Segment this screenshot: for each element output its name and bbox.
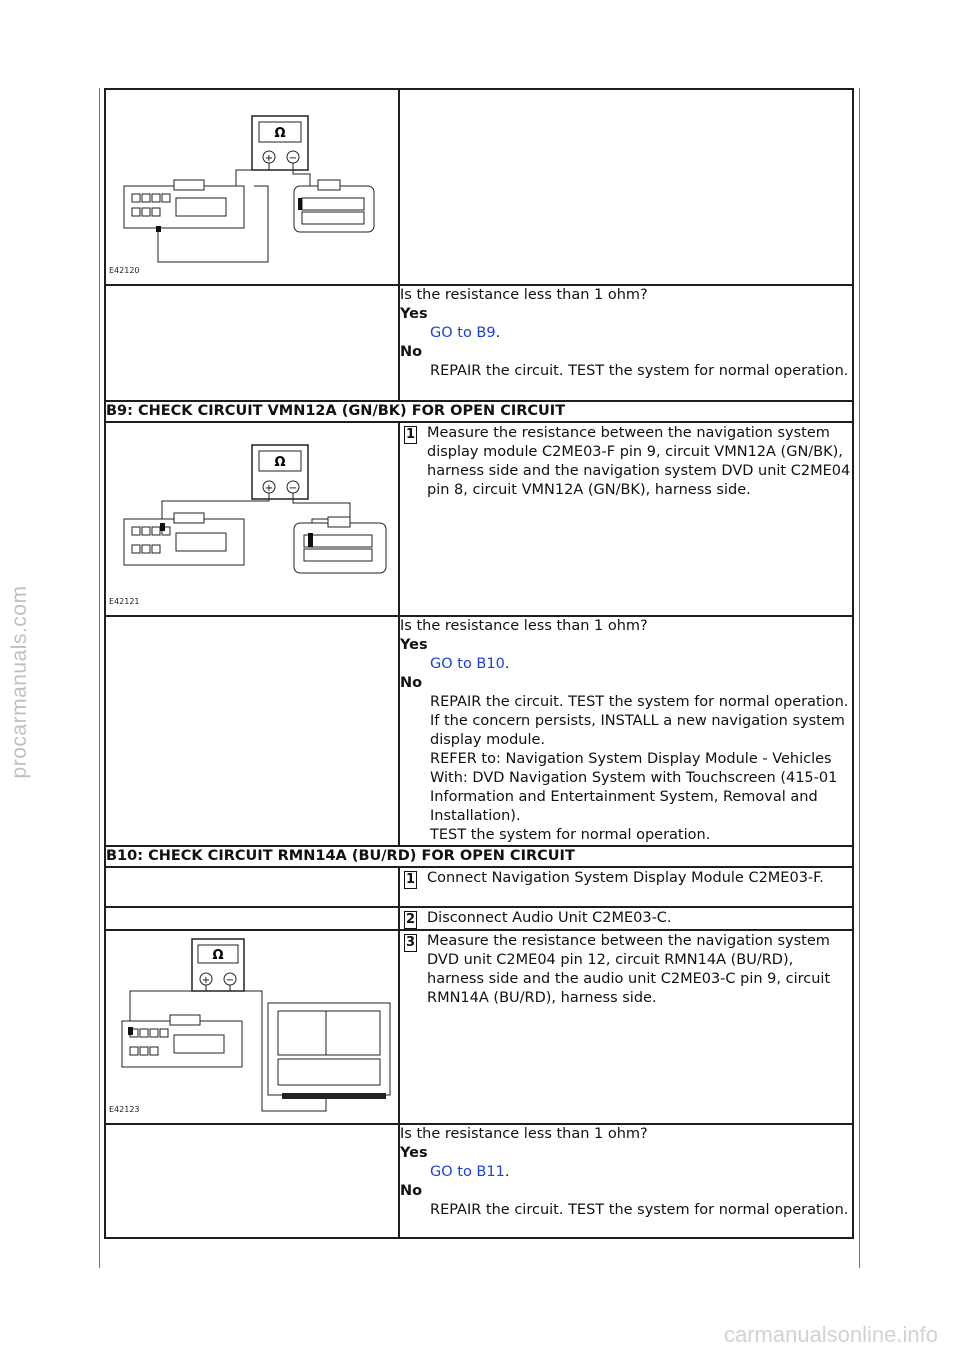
figure-id-label: E42123: [109, 1105, 140, 1114]
svg-text:−: −: [225, 975, 235, 986]
wiring-figure: [106, 423, 398, 613]
procedure-table: [104, 88, 854, 1239]
step-row: [105, 907, 853, 930]
svg-text:+: +: [264, 153, 274, 164]
step-number-badge: 1: [405, 427, 416, 442]
step-text: Disconnect Audio Unit C2ME03-C.: [427, 910, 672, 926]
svg-text:−: −: [288, 153, 298, 164]
figure-cell: [105, 930, 399, 1124]
left-margin-line: [99, 88, 100, 1268]
result-cell: [399, 285, 853, 401]
step-row: [105, 930, 853, 1124]
ohm-icon: Ω: [212, 948, 224, 963]
result-row: [105, 1124, 853, 1238]
figure-row: [105, 89, 853, 285]
result-cell: [399, 616, 853, 846]
yes-action: GO to B10.: [430, 656, 510, 672]
figure-id-label: E42120: [109, 266, 140, 275]
step-number-badge: 1: [405, 872, 416, 887]
no-label: No: [400, 675, 423, 691]
result-row: [105, 616, 853, 846]
connector-c2me03c: [268, 1003, 390, 1095]
wiring-figure: [106, 90, 398, 282]
empty-cell: [399, 89, 853, 285]
bottom-watermark: carmanualsonline.info: [723, 1322, 938, 1347]
step-number-badge: 3: [405, 935, 416, 950]
figure-id-label: E42121: [109, 597, 140, 606]
question-text: Is the resistance less than 1 ohm?: [400, 287, 648, 303]
step-text: Connect Navigation System Display Module C2ME03-F.: [427, 870, 824, 886]
multimeter-connector-diagram: [106, 931, 398, 1121]
step-cell: [399, 930, 853, 1124]
step-number-badge: 2: [405, 912, 416, 927]
side-watermark-text: procarmanuals.com: [8, 585, 31, 779]
multimeter-connector-diagram: [106, 423, 398, 613]
figure-cell: [105, 89, 399, 285]
result-row: [105, 285, 853, 401]
refer-text: REFER to: Navigation System Display Module - Vehicles With: DVD Navigation System with Touchscreen (415-01 Information and Entertainment System, Removal and Installation).: [430, 751, 838, 824]
svg-text:−: −: [288, 483, 298, 494]
empty-cell: [105, 1124, 399, 1238]
multimeter-connector-diagram: [106, 90, 398, 282]
step-text: Measure the resistance between the navigation system display module C2ME03-F pin 9, circuit VMN12A (GN/BK), harness side and the navigation system DVD unit C2ME04 pin 8, circuit VMN12A (GN/BK), harness side.: [427, 425, 851, 498]
section-heading-b9: B9: CHECK CIRCUIT VMN12A (GN/BK) FOR OPEN CIRCUIT: [105, 401, 853, 422]
section-heading-row: [105, 846, 853, 867]
empty-cell: [105, 616, 399, 846]
yes-label: Yes: [400, 306, 428, 322]
test-text: TEST the system for normal operation.: [430, 827, 711, 843]
svg-text:+: +: [264, 483, 274, 494]
yes-action: GO to B9.: [430, 325, 501, 341]
step-cell: [399, 867, 853, 907]
step-cell: [399, 422, 853, 616]
figure-cell: [105, 422, 399, 616]
no-label: No: [400, 1183, 423, 1199]
question-text: Is the resistance less than 1 ohm?: [400, 618, 648, 634]
step-row: [105, 422, 853, 616]
wiring-figure: [106, 931, 398, 1121]
yes-label: Yes: [400, 1145, 428, 1161]
svg-text:+: +: [201, 975, 211, 986]
ohm-icon: Ω: [274, 455, 286, 470]
go-to-b10-link[interactable]: GO to B10: [430, 656, 505, 672]
step-text: Measure the resistance between the navigation system DVD unit C2ME04 pin 12, circuit RMN14A (BU/RD), harness side and the audio unit C2ME03-C pin 9, circuit RMN14A (BU/RD), harness side.: [427, 933, 831, 1006]
empty-cell: [105, 285, 399, 401]
side-watermark: [0, 560, 40, 800]
right-margin-line: [859, 88, 860, 1268]
step-cell: [399, 907, 853, 930]
yes-label: Yes: [400, 637, 428, 653]
no-action-text: REPAIR the circuit. TEST the system for normal operation.: [430, 363, 849, 379]
no-label: No: [400, 344, 423, 360]
ohm-icon: Ω: [274, 126, 286, 141]
empty-cell: [105, 867, 399, 907]
empty-cell: [105, 907, 399, 930]
question-text: Is the resistance less than 1 ohm?: [400, 1126, 648, 1142]
section-heading-row: [105, 401, 853, 422]
no-action-text: REPAIR the circuit. TEST the system for normal operation. If the concern persists, INSTALL a new navigation system display module.: [430, 694, 849, 748]
result-cell: [399, 1124, 853, 1238]
step-row: [105, 867, 853, 907]
no-action-text: REPAIR the circuit. TEST the system for normal operation.: [430, 1202, 849, 1218]
section-heading-b10: B10: CHECK CIRCUIT RMN14A (BU/RD) FOR OPEN CIRCUIT: [105, 846, 853, 867]
yes-action: GO to B11.: [430, 1164, 510, 1180]
go-to-b11-link[interactable]: GO to B11: [430, 1164, 505, 1180]
procedure-table-frame: [104, 88, 854, 1256]
go-to-b9-link[interactable]: GO to B9: [430, 325, 496, 341]
